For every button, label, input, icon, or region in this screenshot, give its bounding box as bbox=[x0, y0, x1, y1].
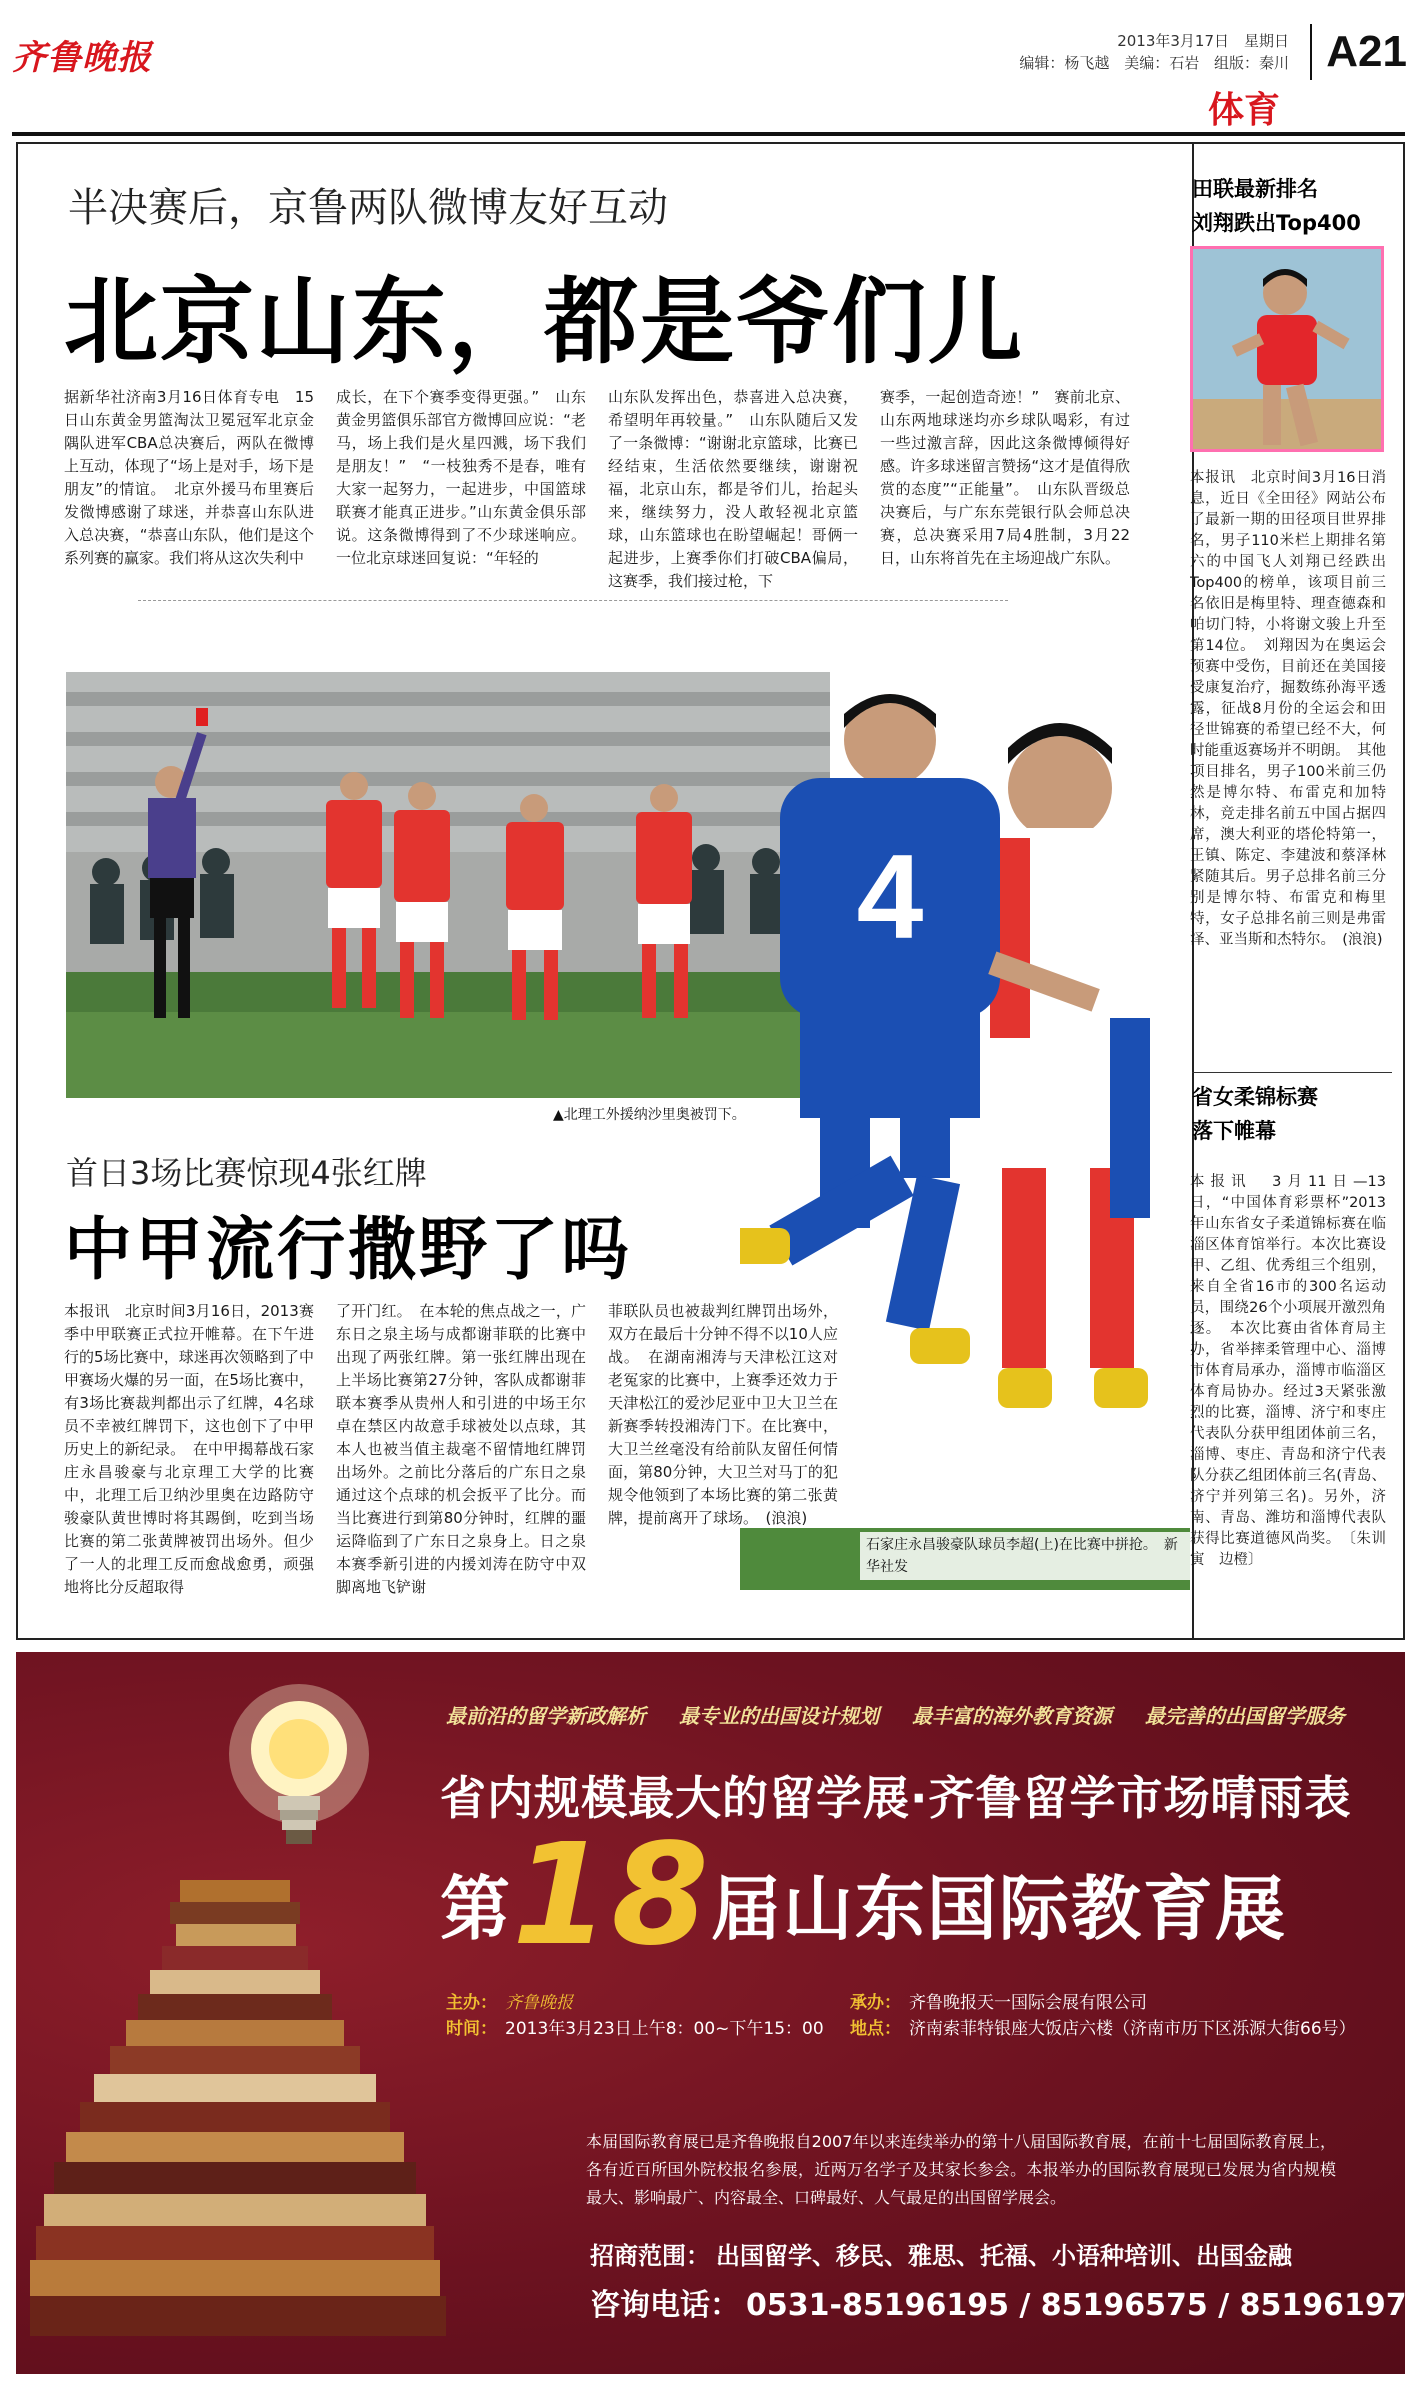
ad-scope-value: 出国留学、移民、雅思、托福、小语种培训、出国金融 bbox=[716, 2242, 1292, 2270]
issue-date: 2013年3月17日 星期日 bbox=[1117, 32, 1289, 50]
photo2-caption: 石家庄永昌骏豪队球员李超(上)在比赛中拼抢。 新华社发 bbox=[860, 1532, 1190, 1580]
ad-venue bbox=[850, 2016, 1356, 2042]
ad-phone-value: 0531-85196195 / 85196575 / 85196197 bbox=[746, 2288, 1407, 2323]
ad-host bbox=[446, 1990, 573, 2016]
story2-column: 菲联队员也被裁判红牌罚出场外，双方在最后十分钟不得不以10人应战。 在湖南湘涛与天津松江这对老冤家的比赛中，上赛季还效力于天津松江的爱沙尼亚中卫大卫兰在新赛季转投湘涛门下。在比赛中，大卫兰丝毫没有给前队友留任何情面，第80分钟，大卫兰对马丁的犯规令他领到了本场比赛的第二张黄牌，提前离开了球场。 (浪浪) bbox=[608, 1302, 838, 1527]
ad-time-label: 时间： bbox=[446, 2019, 497, 2039]
photo1-caption: ▲北理工外援纳沙里奥被罚下。 bbox=[553, 1107, 746, 1123]
ad-host-logo: 齐鲁晚报 bbox=[505, 1993, 573, 2013]
ad-org-label: 承办： bbox=[850, 1993, 901, 2013]
ad-venue-value: 济南索菲特银座大饭店六楼（济南市历下区泺源大街66号） bbox=[909, 2019, 1356, 2039]
story2-kicker: 首日3场比赛惊现4张红牌 bbox=[66, 1154, 427, 1192]
masthead-logo: 齐鲁晚报 bbox=[12, 38, 152, 78]
liu-xiang-photo bbox=[1190, 246, 1384, 452]
red-player-figure bbox=[980, 723, 1160, 1408]
sidebar2-headline-line1: 省女柔锦标赛 bbox=[1192, 1085, 1318, 1109]
ad-phone-label: 咨询电话： bbox=[590, 2288, 740, 2323]
ad-title-suffix: 届山东国际教育展 bbox=[710, 1868, 1287, 1950]
ad-title-prefix: 第 bbox=[440, 1868, 512, 1950]
ad-title-number: 18 bbox=[512, 1814, 711, 1977]
svg-text:4: 4 bbox=[856, 830, 924, 964]
section-label: 体育 bbox=[1208, 90, 1281, 131]
ad-org-value: 齐鲁晚报天一国际会展有限公司 bbox=[909, 1993, 1147, 2013]
ad-time bbox=[446, 2016, 824, 2042]
ad-business-scope bbox=[590, 2236, 1292, 2271]
story-divider bbox=[138, 600, 1008, 601]
story2-column: 本报讯 北京时间3月16日，2013赛季中甲联赛正式拉开帷幕。在下午进行的5场比赛中，球迷再次领略到了中甲赛场火爆的另一面，在5场比赛中，有3场比赛裁判都出示了红牌，4名球员不幸被红牌罚下，这也创下了中甲历史上的新纪录。 在中甲揭幕战石家庄永昌骏豪与北京理工大学的比赛中，北理工后卫纳沙里奥在边路防守骏豪队黄世博时将其踢倒，吃到当场比赛的第二张黄牌被罚出场外。但少了一人的北理工反而愈战愈勇，顽强地将比分反超取得 bbox=[64, 1302, 314, 1596]
header-info bbox=[1009, 30, 1289, 74]
page-number: A21 bbox=[1310, 24, 1407, 80]
ad-host-label: 主办： bbox=[446, 1993, 497, 2013]
sidebar1-body: 本报讯 北京时间3月16日消息，近日《全田径》网站公布了最新一期的田径项目世界排名，男子110米栏上期排名第六的中国飞人刘翔已经跌出Top400的榜单，该项目前三名依旧是梅里特、理查德森和帕切门特，小将谢文骏上升至第14位。 刘翔因为在奥运会预赛中受伤，目前还在美国接受康复治疗，掘数练孙海平透露，征战8月份的全运会和田径世锦赛的希望已经不大，何时能重返赛场并不明朗。 其他项目排名，男子100米前三仍然是博尔特、布雷克和加特林，竞走排名前五中国占据四席，澳大利亚的塔伦特第一，王镇、陈定、李建波和蔡泽林紧随其后。男子总排名前三分别是博尔特、布雷克和梅里特，女子总排名前三则是弗雷泽、亚当斯和杰特尔。 (浪浪) bbox=[1190, 470, 1386, 948]
sidebar2-body: 本报讯 3月11日—13日，“中国体育彩票杯”2013年山东省女子柔道锦标赛在临淄区体育馆举行。本次比赛设甲、乙组、优秀组三个组别，来自全省16市的300名运动员，围绕26个小项展开激烈角逐。 本次比赛由省体育局主办，省举摔柔管理中心、淄博市体育局承办，淄博市临淄区体育局协办。经过3天紧张激烈的比赛，淄博、济宁和枣庄代表队分获甲组团体前三名，淄博、枣庄、青岛和济宁代表队分获乙组团体前三名(青岛、济宁并列第三名)。另外，济南、青岛、潍坊和淄博代表队获得比赛道德风尚奖。 〔朱训寅 边橙〕 bbox=[1190, 1174, 1386, 1568]
ad-title-line2 bbox=[440, 1814, 1287, 1977]
ad-tagline: 最专业的出国设计规划 bbox=[678, 1704, 879, 1728]
ad-scope-label: 招商范围： bbox=[590, 2242, 710, 2270]
sidebar-divider bbox=[1192, 1072, 1392, 1073]
ad-tagline: 最完善的出国留学服务 bbox=[1144, 1704, 1345, 1728]
ad-title-line1: 省内规模最大的留学展·齐鲁留学市场晴雨表 bbox=[440, 1771, 1352, 1825]
sidebar2-headline-line2: 落下帷幕 bbox=[1192, 1119, 1276, 1143]
ad-tagline: 最前沿的留学新政解析 bbox=[446, 1704, 646, 1728]
sidebar2-headline bbox=[1192, 1080, 1392, 1148]
story1-column: 成长，在下个赛季变得更强。” 山东黄金男篮俱乐部官方微博回应说：“老马，场上我们是火星四溅，场下我们是朋友！” “一枝独秀不是春，唯有大家一起努力，一起进步，中国篮球联赛才能真正进步。”山东黄金俱乐部说。这条微博得到了不少球迷响应。一位北京球迷回复说：“年轻的 bbox=[336, 388, 586, 567]
story2-column: 了开门红。 在本轮的焦点战之一，广东日之泉主场与成都谢菲联的比赛中出现了两张红牌。第一张红牌出现在上半场比赛第27分钟，客队成都谢菲联本赛季从贵州人和引进的中场王尔卓在禁区内故意手球被处以点球，其本人也被当值主裁毫不留情地红牌罚出场外。之前比分落后的广东日之泉通过这个点球的机会扳平了比分。而当比赛进行到第80分钟时，红牌的噩运降临到了广东日之泉身上。日之泉本赛季新引进的内援刘涛在防守中双脚离地飞铲谢 bbox=[336, 1302, 586, 1596]
ad-description: 本届国际教育展已是齐鲁晚报自2007年以来连续举办的第十八届国际教育展，在前十七届国际教育展上，各有近百所国外院校报名参展，近两万名学子及其家长参会。本报举办的国际教育展现已发展为省内规模最大、影响最广、内容最全、口碑最好、人气最足的出国留学展会。 bbox=[586, 2132, 1336, 2207]
story1-headline: 北京山东，都是爷们儿 bbox=[64, 268, 1025, 377]
credit-designer: 美编：石岩 bbox=[1124, 54, 1200, 72]
book-stack-icon bbox=[30, 1880, 450, 2360]
story2-headline: 中甲流行撒野了吗 bbox=[64, 1211, 633, 1290]
ad-organizer bbox=[850, 1990, 1147, 2016]
sidebar1-headline-line2: 刘翔跌出Top400 bbox=[1192, 211, 1361, 235]
ad-taglines bbox=[446, 1700, 1396, 1729]
story1-column: 赛季，一起创造奇迹！” 赛前北京、山东两地球迷均亦乡球队喝彩，有过一些过激言辞，因此这条微博倾得好感。许多球迷留言赞扬“这才是值得欣赏的态度”“正能量”。 山东队晋级总决赛后，与广东东莞银行队会师总决赛，总决赛采用7局4胜制，3月22日，山东将首先在主场迎战广东队。 bbox=[880, 388, 1130, 567]
story1-kicker: 半决赛后，京鲁两队微博友好互动 bbox=[68, 185, 668, 231]
ad-venue-label: 地点： bbox=[850, 2019, 901, 2039]
editor-credits bbox=[1009, 52, 1289, 74]
story1-column: 山东队发挥出色，恭喜进入总决赛，希望明年再较量。” 山东队随后又发了一条微博：“谢谢北京篮球，比赛已经结束，生活依然要继续，谢谢祝福，北京山东，都是爷们儿，抬起头来，继续努力，没人敢轻视北京篮球，山东篮球也在盼望崛起！哥俩一起进步，上赛季你们打破CBA偏局，这赛季，我们接过枪，下 bbox=[608, 388, 858, 590]
sidebar1-headline bbox=[1192, 172, 1392, 240]
sidebar1-headline-line1: 田联最新排名 bbox=[1192, 177, 1318, 201]
ad-phone bbox=[590, 2280, 1407, 2324]
header-rule bbox=[12, 132, 1405, 136]
lightbulb-icon bbox=[224, 1664, 374, 1884]
ad-tagline: 最丰富的海外教育资源 bbox=[911, 1704, 1112, 1728]
story1-column: 据新华社济南3月16日体育专电 15日山东黄金男篮淘汰卫冕冠军北京金隅队进军CBA总决赛后，两队在微博上互动，体现了“场上是对手，场下是朋友”的情谊。 北京外援马布里赛后发微博感谢了球迷，并恭喜山东队进入总决赛，“恭喜山东队，他们是这个系列赛的赢家。我们将从这次失利中 bbox=[64, 388, 314, 567]
credit-layout: 组版：秦川 bbox=[1213, 54, 1289, 72]
referee-red-card-photo bbox=[66, 672, 830, 1098]
ad-time-value: 2013年3月23日上午8：00~下午15：00 bbox=[505, 2019, 824, 2039]
credit-editor: 编辑：杨飞越 bbox=[1019, 54, 1110, 72]
